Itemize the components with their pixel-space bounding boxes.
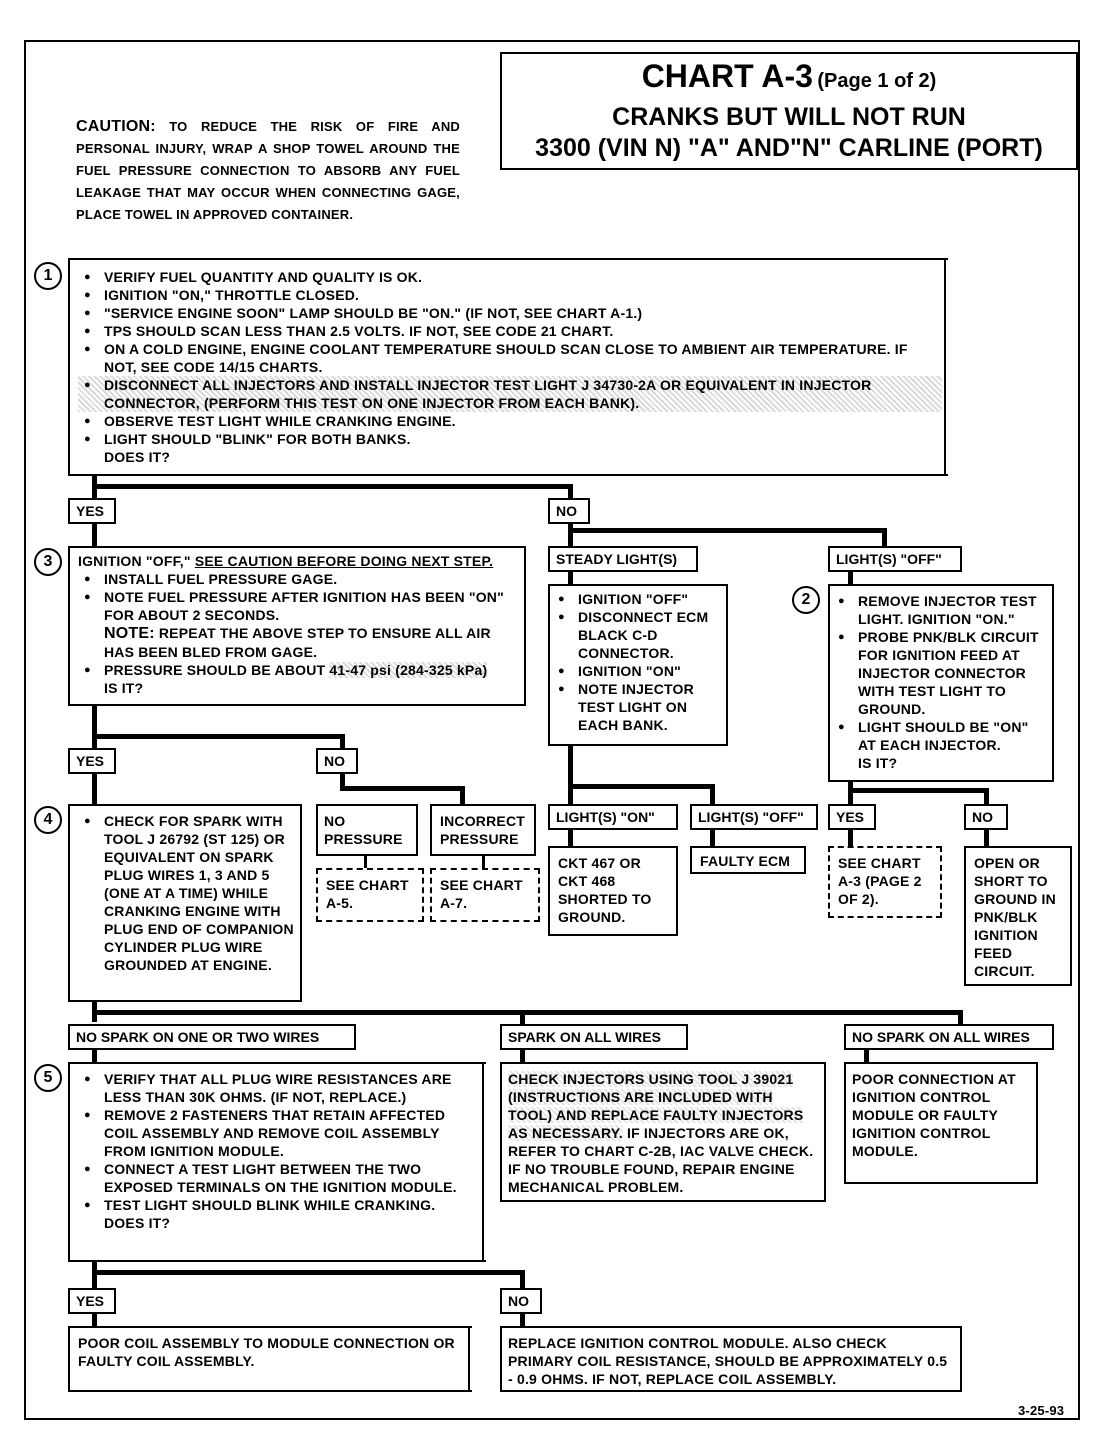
poor-coil-text: POOR COIL ASSEMBLY TO MODULE CONNECTION OR FAULTY COIL ASSEMBLY. (78, 1335, 455, 1369)
chart-subtitle-1: CRANKS BUT WILL NOT RUN (612, 103, 966, 131)
step-1-item: ● VERIFY FUEL QUANTITY AND QUALITY IS OK. (78, 268, 942, 286)
chart-page-note: (Page 1 of 2) (817, 70, 937, 92)
steady-light-item: ● IGNITION "ON" (552, 662, 724, 680)
step-3-item: ● INSTALL FUEL PRESSURE GAGE. (78, 570, 520, 588)
check-injectors-box (500, 1062, 826, 1202)
step-4-content (78, 812, 296, 974)
step-1-item: ● "SERVICE ENGINE SOON" LAMP SHOULD BE "ON." (IF NOT, SEE CHART A-1.) (78, 304, 942, 322)
lights-off-label-2: LIGHT(S) "OFF" (690, 804, 818, 830)
step-3-question: IS IT? (104, 680, 144, 696)
step-1-item: ● IGNITION "ON," THROTTLE CLOSED. (78, 286, 942, 304)
step-5-yes-label: YES (68, 1288, 116, 1314)
step-3-heading: IGNITION "OFF," (78, 553, 195, 569)
step-1-content (78, 268, 942, 466)
step-5-question: DOES IT? (104, 1215, 171, 1231)
step-3-note-text: REPEAT THE ABOVE STEP TO ENSURE ALL AIR HAS BEEN BLED FROM GAGE. (104, 625, 491, 660)
step-3-item: ● NOTE FUEL PRESSURE AFTER IGNITION HAS BEEN "ON" FOR ABOUT 2 SECONDS. (78, 588, 520, 624)
caution-label: CAUTION: (76, 118, 156, 135)
step-2-content (832, 592, 1050, 772)
step-5-number: 5 (34, 1064, 62, 1092)
step-3-note-label: NOTE: (104, 625, 155, 642)
chart-subtitle-2: 3300 (VIN N) "A" AND"N" CARLINE (PORT) (535, 134, 1043, 162)
step-2-yes-label: YES (828, 804, 876, 830)
footer-date: 3-25-93 (1018, 1403, 1065, 1418)
steady-lights-label: STEADY LIGHT(S) (548, 546, 698, 572)
step-4-item: ● CHECK FOR SPARK WITH TOOL J 26792 (ST 125) OR EQUIVALENT ON SPARK PLUG WIRES 1, 3 AND 5 (ONE AT A TIME) WHILE CRANKING ENGINE WITH PLUG END OF COMPANION CYLINDER PLUG WIRE GROUNDED AT ENGINE. (78, 812, 296, 974)
step-1-yes-label: YES (68, 498, 116, 524)
steady-light-item: ● NOTE INJECTOR TEST LIGHT ON EACH BANK. (552, 680, 724, 734)
step-3-pressure (78, 661, 520, 679)
step-4-number: 4 (34, 806, 62, 834)
steady-light-content (552, 590, 724, 734)
see-chart-a5-box: SEE CHART A-5. (316, 868, 424, 922)
no-spark-all-label: NO SPARK ON ALL WIRES (844, 1024, 1054, 1050)
replace-icm-box: REPLACE IGNITION CONTROL MODULE. ALSO CHECK PRIMARY COIL RESISTANCE, SHOULD BE APPROXIMATELY 0.5 - 0.9 OHMS. IF NOT, REPLACE COIL ASSEMBLY. (500, 1326, 962, 1392)
step-5-item: ● CONNECT A TEST LIGHT BETWEEN THE TWO EXPOSED TERMINALS ON THE IGNITION MODULE. (78, 1160, 478, 1196)
see-chart-a7-box: SEE CHART A-7. (430, 868, 540, 922)
step-5-no-label: NO (500, 1288, 542, 1314)
no-spark-one-two-label: NO SPARK ON ONE OR TWO WIRES (68, 1024, 356, 1050)
step-2-item: ● LIGHT SHOULD BE "ON" AT EACH INJECTOR. (832, 718, 1050, 754)
step-5-item: ● VERIFY THAT ALL PLUG WIRE RESISTANCES ARE LESS THAN 30K OHMS. (IF NOT, REPLACE.) (78, 1070, 478, 1106)
faulty-ecm-box: FAULTY ECM (690, 846, 806, 874)
step-1-question: DOES IT? (104, 449, 171, 465)
step-2-number: 2 (792, 586, 820, 614)
lights-on-label: LIGHT(S) "ON" (548, 804, 678, 830)
spark-all-label: SPARK ON ALL WIRES (500, 1024, 688, 1050)
step-1-item: ● DISCONNECT ALL INJECTORS AND INSTALL INJECTOR TEST LIGHT J 34730-2A OR EQUIVALENT IN INJECTOR CONNECTOR, (PERFORM THIS TEST ON ONE INJECTOR FROM EACH BANK). (78, 376, 942, 412)
open-short-box: OPEN OR SHORT TO GROUND IN PNK/BLK IGNITION FEED CIRCUIT. (964, 846, 1072, 986)
step-1-number: 1 (34, 262, 62, 290)
ckt-shorted-box: CKT 467 OR CKT 468 SHORTED TO GROUND. (548, 846, 678, 936)
step-5-content (78, 1070, 478, 1232)
step-1-item: ● OBSERVE TEST LIGHT WHILE CRANKING ENGINE. (78, 412, 942, 430)
title-box (500, 52, 1078, 170)
step-2-question: IS IT? (858, 755, 898, 771)
step-3-pressure-value: 41-47 psi (284-325 kPa) (329, 662, 488, 678)
steady-light-item: ● IGNITION "OFF" (552, 590, 724, 608)
incorrect-pressure-box: INCORRECT PRESSURE (430, 804, 536, 856)
caution-body: TO REDUCE THE RISK OF FIRE AND PERSONAL INJURY, WRAP A SHOP TOWEL AROUND THE FUEL PRESSURE CONNECTION TO ABSORB ANY FUEL LEAKAGE THAT MAY OCCUR WHEN CONNECTING GAGE, PLACE TOWEL IN APPROVED CONTAINER. (76, 119, 460, 222)
step-3-number: 3 (34, 548, 62, 576)
check-injectors-text: IF INJECTORS ARE OK, REFER TO CHART C-2B, IAC VALVE CHECK. IF NO TROUBLE FOUND, REPAIR ENGINE MECHANICAL PROBLEM. (508, 1125, 814, 1195)
step-3-note (78, 624, 520, 661)
step-2-item: ● PROBE PNK/BLK CIRCUIT FOR IGNITION FEED AT INJECTOR CONNECTOR WITH TEST LIGHT TO GROUND. (832, 628, 1050, 718)
poor-coil-box (68, 1326, 472, 1392)
step-3-pressure-text: PRESSURE SHOULD BE ABOUT (104, 662, 330, 678)
no-pressure-box: NO PRESSURE (316, 804, 418, 856)
step-1-no-label: NO (548, 498, 590, 524)
see-chart-a3-p2-box: SEE CHART A-3 (PAGE 2 OF 2). (828, 846, 942, 918)
step-1-item: ● LIGHT SHOULD "BLINK" FOR BOTH BANKS. (78, 430, 942, 448)
step-1-item: ● ON A COLD ENGINE, ENGINE COOLANT TEMPERATURE SHOULD SCAN CLOSE TO AMBIENT AIR TEMPERATURE. IF NOT, SEE CODE 14/15 CHARTS. (78, 340, 942, 376)
check-injectors-shaded: CHECK INJECTORS USING TOOL J 39021 (INSTRUCTIONS ARE INCLUDED WITH TOOL) AND REPLACE FAULTY INJECTORS AS NECESSARY. (508, 1071, 804, 1141)
step-3-no-label: NO (316, 748, 358, 774)
poor-connection-box: POOR CONNECTION AT IGNITION CONTROL MODULE OR FAULTY IGNITION CONTROL MODULE. (844, 1062, 1038, 1184)
caution-text (76, 116, 460, 226)
step-3-caution-link: SEE CAUTION BEFORE DOING NEXT STEP. (194, 553, 494, 569)
step-2-no-label: NO (964, 804, 1008, 830)
step-1-item: ● TPS SHOULD SCAN LESS THAN 2.5 VOLTS. IF NOT, SEE CODE 21 CHART. (78, 322, 942, 340)
chart-title: CHART A-3 (641, 58, 813, 94)
step-3-content (78, 552, 520, 697)
step-2-item: ● REMOVE INJECTOR TEST LIGHT. IGNITION "ON." (832, 592, 1050, 628)
step-3-yes-label: YES (68, 748, 116, 774)
step-5-item: ● REMOVE 2 FASTENERS THAT RETAIN AFFECTED COIL ASSEMBLY AND REMOVE COIL ASSEMBLY FROM IGNITION MODULE. (78, 1106, 478, 1160)
lights-off-label-1: LIGHT(S) "OFF" (828, 546, 962, 572)
steady-light-item: ● DISCONNECT ECM BLACK C-D CONNECTOR. (552, 608, 724, 662)
step-5-item: ● TEST LIGHT SHOULD BLINK WHILE CRANKING. (78, 1196, 478, 1214)
